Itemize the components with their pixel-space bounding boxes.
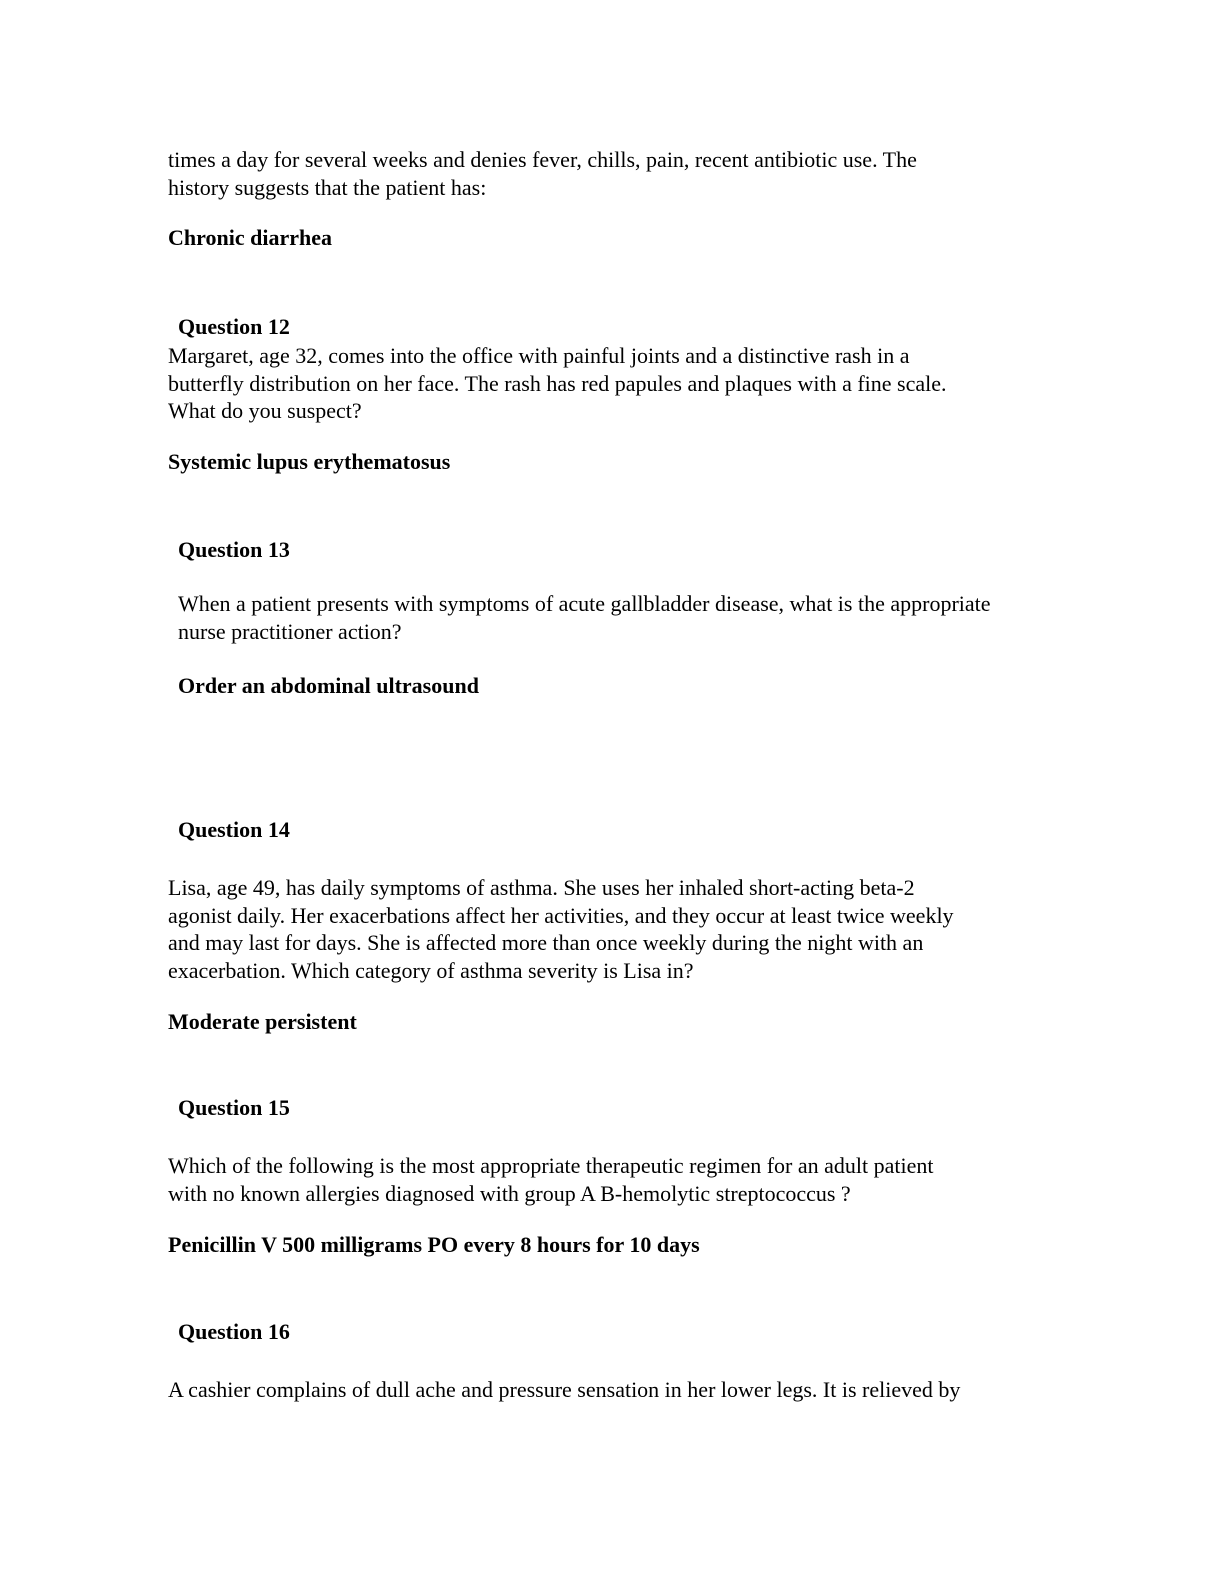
question-text xyxy=(168,342,947,425)
question-text xyxy=(168,1376,960,1404)
text-line: A cashier complains of dull ache and pressure sensation in her lower legs. It is relieved by xyxy=(168,1377,961,1402)
question-heading: Question 13 xyxy=(178,537,290,562)
text-line: When a patient presents with symptoms of acute gallbladder disease, what is the appropriate xyxy=(178,591,991,616)
answer-text: Penicillin V 500 milligrams PO every 8 hours for 10 days xyxy=(168,1232,700,1257)
question-heading: Question 12 xyxy=(178,314,290,339)
question-text xyxy=(168,874,954,984)
text-line: Margaret, age 32, comes into the office with painful joints and a distinctive rash in a xyxy=(168,343,910,368)
question-heading: Question 16 xyxy=(178,1319,290,1344)
text-line: butterfly distribution on her face. The rash has red papules and plaques with a fine scale. xyxy=(168,370,947,396)
answer-text: Order an abdominal ultrasound xyxy=(178,673,479,698)
question-heading: Question 15 xyxy=(178,1095,290,1120)
text-line: and may last for days. She is affected more than once weekly during the night with an xyxy=(168,930,924,955)
answer-text: Chronic diarrhea xyxy=(168,225,332,250)
question-heading: Question 14 xyxy=(178,817,290,842)
text-line: Lisa, age 49, has daily symptoms of asthma. She uses her inhaled short-acting beta-2 xyxy=(168,875,915,900)
text-line: What do you suspect? xyxy=(168,398,362,423)
text-line: exacerbation. Which category of asthma severity is Lisa in? xyxy=(168,957,694,983)
text-line: times a day for several weeks and denies fever, chills, pain, recent antibiotic use. The xyxy=(168,147,917,172)
question-text xyxy=(168,1152,933,1207)
text-line: agonist daily. Her exacerbations affect her activities, and they occur at least twice weekly xyxy=(168,902,954,928)
text-line: with no known allergies diagnosed with group A B-hemolytic streptococcus ? xyxy=(168,1180,851,1206)
answer-text: Moderate persistent xyxy=(168,1009,357,1034)
question-text xyxy=(178,590,991,645)
answer-text: Systemic lupus erythematosus xyxy=(168,449,451,474)
intro-text xyxy=(168,146,917,201)
text-line: nurse practitioner action? xyxy=(178,618,402,644)
text-line: history suggests that the patient has: xyxy=(168,174,487,200)
text-line: Which of the following is the most appropriate therapeutic regimen for an adult patient xyxy=(168,1153,934,1178)
